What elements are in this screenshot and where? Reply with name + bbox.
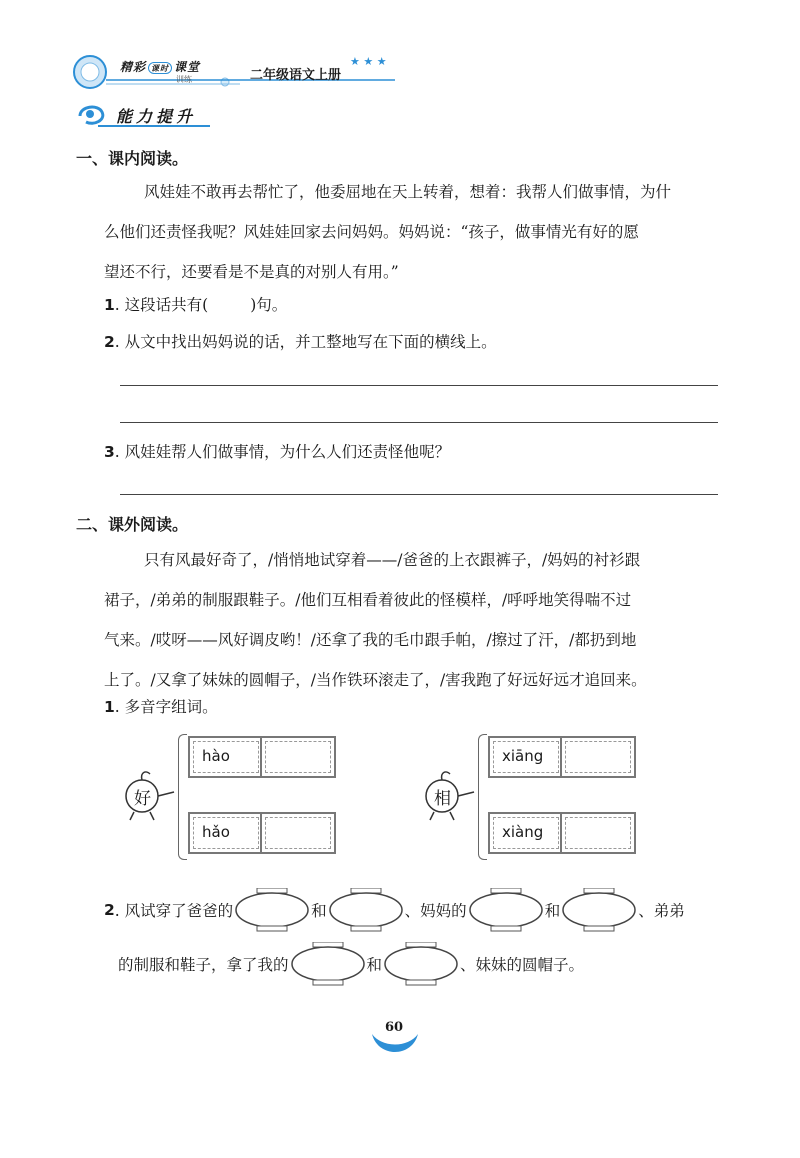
word-answer-box[interactable] [560, 736, 636, 778]
s1-question-2: 2. 从文中找出妈妈说的话，并工整地写在下面的横线上。 [104, 333, 497, 351]
lantern-answer-box[interactable] [233, 888, 311, 932]
passage-line: 只有风最好奇了，/悄悄地试穿着——/爸爸的上衣跟裤子，/妈妈的衬衫跟 [144, 551, 641, 569]
answer-line[interactable] [120, 494, 718, 495]
lantern-answer-box[interactable] [467, 888, 545, 932]
word-answer-box[interactable] [260, 812, 336, 854]
page-number: 60 [385, 1020, 404, 1035]
s2-question-1: 1. 多音字组词。 [104, 698, 218, 716]
passage-line: 气来。/哎呀——风好调皮哟！/还拿了我的毛巾跟手帕，/擦过了汗，/都扔到地 [104, 631, 637, 649]
passage-line: 风娃娃不敢再去帮忙了，他委屈地在天上转着，想着：我帮人们做事情，为什 [144, 183, 672, 201]
pinyin-box: hǎo [188, 812, 264, 854]
s1-question-1: 1. 这段话共有( )句。 [104, 296, 288, 314]
word-answer-box[interactable] [260, 736, 336, 778]
section1-passage [104, 172, 744, 292]
answer-line[interactable] [120, 385, 718, 386]
passage-line: 上了。/又拿了妹妹的圆帽子，/当作铁环滚走了，/害我跑了好远好远才追回来。 [104, 671, 647, 689]
passage-line: 裙子，/弟弟的制服跟鞋子。/他们互相看着彼此的怪模样，/呼呼地笑得喘不过 [104, 591, 632, 609]
brand-badge: 训练 [176, 75, 192, 84]
lantern-answer-box[interactable] [327, 888, 405, 932]
passage-line: 么他们还责怪我呢？风娃娃回家去问妈妈。妈妈说：“孩子，做事情光有好的愿 [104, 223, 639, 241]
section1-heading: 一、课内阅读。 [76, 149, 189, 168]
lantern-answer-box[interactable] [289, 942, 367, 986]
lantern-answer-box[interactable] [382, 942, 460, 986]
polyphone-group-xiang [420, 730, 680, 860]
section-banner-title: 能力提升 [116, 107, 197, 126]
word-answer-box[interactable] [560, 812, 636, 854]
brace [478, 734, 487, 860]
brace [178, 734, 187, 860]
book-title: 二年级语文上册 [250, 68, 342, 83]
passage-line: 望还不行，还要看是不是真的对别人有用。” [104, 263, 399, 281]
brand-title: 精彩 课时 课堂 [120, 60, 201, 74]
pinyin-box: hào [188, 736, 264, 778]
polyphone-char: 好 [134, 789, 151, 809]
star-decoration-icon: ★ ★ ★ [350, 55, 387, 68]
polyphone-char: 相 [434, 789, 451, 809]
s2-question-2-line2: 的制服和鞋子，拿了我的 和 、妹妹的圆帽子。 [118, 942, 584, 986]
polyphone-group-hao [120, 730, 380, 860]
pinyin-box: xiāng [488, 736, 564, 778]
section2-heading: 二、课外阅读。 [76, 515, 189, 534]
answer-line[interactable] [120, 422, 718, 423]
s2-question-2-line1: 2 . 风试穿了爸爸的 和 、妈妈的 和 、弟弟 [104, 888, 685, 932]
lantern-answer-box[interactable] [560, 888, 638, 932]
s1-question-3: 3. 风娃娃帮人们做事情，为什么人们还责怪他呢？ [104, 443, 451, 461]
section2-passage [104, 540, 744, 700]
pinyin-box: xiàng [488, 812, 564, 854]
